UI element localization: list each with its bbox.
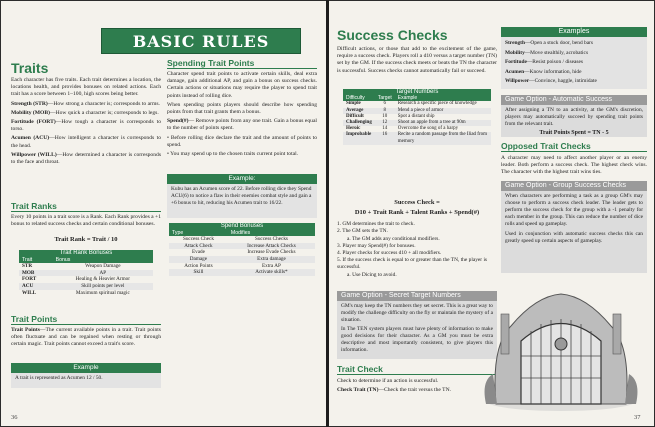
option-box-title: Game Option - Group Success Checks [501, 181, 647, 191]
table-row: Challenging 12 Shoot an apple from a tree at 90m [343, 120, 491, 126]
table-row: Average 8 Mend a piece of armor [343, 108, 491, 114]
column-header: Difficulty [343, 95, 375, 101]
table-row: FORT Healing & Heavier Armor [22, 276, 130, 283]
example-box-title: Example: [167, 174, 317, 184]
table-row: Evade Increase Evade Checks [191, 249, 296, 256]
table-row: Heroic 14 Overcome the song of a harpy [346, 126, 459, 132]
traits-heading: Traits [11, 60, 49, 76]
column-header: Example [395, 95, 491, 101]
option-box-title: Game Option - Secret Target Numbers [337, 291, 497, 301]
trait-ranks-text: Every 10 points in a trait score is a Rank. Each Rank provides a +1 bonus to related success checks and certain conditional bonuses. [11, 214, 161, 228]
example-box-title: Example [11, 363, 161, 373]
option-box-text: When characters are performing a task as a group GM's may choose to perform a success check leader. The leader gets to perform the success check for the group with a -1 penalty for each member in the group. This can reduce the number of dice rolls and speed up gameplay. Used in conjunction with automatic success checks this can greatly speed up certain aspects of gameplay. [501, 191, 647, 273]
option-box-text: GM's may keep the TN numbers they set secret. This is a great way to modify the challenge difficulty on the fly or maintain the mystery of a situation. In The TEN system players must have plenty of information to make good decisions for their character. As a GM you must be extra descriptive and most importantly consistent, to give players this information. [337, 301, 497, 359]
table-title: Spend Bonuses [169, 223, 315, 230]
list-item: 4. Player checks for success d10 + all modifiers. [337, 250, 442, 257]
list-item: 1. GM determines the trait to check. [337, 221, 415, 227]
table-title: Trait Rank Bonuses [19, 250, 153, 257]
left-page [1, 1, 326, 426]
table-row: STR Weapon Damage [22, 263, 121, 270]
trait-points-text: Trait Points—The current available points in a trait. Trait points often fluctuate and can be regained when resting or through certain magic. Trait points cannot exceed a trait's score. [11, 327, 161, 348]
list-item: 5. If the success check is equal to or greater than the TN, the player is successful. [337, 257, 488, 271]
table-row: Action Points Extra AP [184, 262, 281, 269]
right-page [329, 1, 654, 426]
table-row: Improbable 16 Recite a random passage from the Iliad from memory [343, 132, 491, 144]
table-row: ACU Skill points per level [19, 283, 153, 290]
column-header: Target [375, 95, 395, 101]
table-row: MOB AP [19, 270, 153, 277]
list-item: a. Use Dicing to avoid. [347, 271, 397, 278]
column-header: Trait [19, 257, 53, 264]
list-item: Mobility—Move stealthily, acrobatics [505, 49, 589, 56]
table-row: Attack Check Increase Attack Checks [169, 243, 315, 250]
list-item: a. The GM adds any conditional modifiers. [347, 235, 440, 242]
example-box-text: Kubu has an Acumen score of 22. Before rolling dice they Spend ACU(6) to notice a flaw in their enemies combat style and gain a +6 bonus to hit, reducing his Acumen trait to 16/22. [167, 184, 317, 218]
page-number: 36 [11, 414, 18, 421]
page-number: 37 [634, 414, 641, 421]
trait-rank-formula: Trait Rank = Trait / 10 [54, 236, 118, 243]
trait-item: Acumen (ACU)—How intelligent a character is corresponds to the head. [11, 135, 161, 149]
trait-item: Strength (STR)—How strong a character is; corresponds to arms. [11, 100, 160, 107]
list-item: Willpower—Convince, haggle, intimidate [505, 78, 597, 84]
trait-points-heading: Trait Points [11, 314, 161, 325]
spending-section: Character spend trait points to activate certain skills, deal extra damage, gain additional AP, and gain a bonus on success checks. Certain actions or situations may require the player to spend trait points instead of rolling dice. When spending points players should describe how spending points from that trait grants them a bonus. Spend(#)— Remove points from any one trait. Gain a bonus equal to the number of points spent. • Before rolling dice declare the trait and the amount of points to spend. • You may spend up to the chosen traits current point total. [167, 71, 317, 158]
column-header: Type [169, 230, 228, 237]
traits-section [11, 77, 161, 168]
opposed-checks-text: A character may need to affect another player or an enemy leader. Both perform a success check. The highest check wins. The character with the highest trait wins ties. [501, 155, 647, 176]
trait-item: Fortitude (FORT)—How tough a character is corresponds to torso. [11, 119, 161, 133]
examples-box-title: Examples [501, 27, 647, 37]
list-item: Fortitude—Resist poison / diseases [505, 59, 584, 65]
table-row: Skill Activate skills* [169, 269, 315, 276]
spend-bonuses-table [169, 223, 315, 276]
table-row: WILL Maximum spiritual magic [22, 289, 130, 296]
table-row: Difficult 10 Spot a distant ship [346, 113, 435, 119]
trait-item: Willpower (WILL)—How determined a character is corresponds to the face and throat. [11, 151, 162, 166]
traits-intro: Each character has five traits. Each trait determines a location, the locations health, and provides bonuses on related actions. Each trait has a score between 1–100, high scores being better. [11, 77, 161, 98]
gate-illustration [481, 286, 641, 411]
table-row: Simple 6 Research a specific piece of knowledge [346, 101, 477, 107]
trait-check-text: Check to determine if an action is successful. Check Trait (TN)—Check the trait versus the TN. [337, 378, 452, 394]
success-check-steps [337, 221, 497, 279]
example-box-text: A trait is represented as Acumen 12 / 50. [11, 373, 161, 388]
column-header: Bonus [53, 257, 153, 264]
trait-item: Mobility (MOB)—How quick a character is; corresponds to legs. [11, 109, 159, 116]
option-box-text: After assigning a TN to an activity, at the GM's discretion, players may automatically succeed by spending trait points from the relevant trait. Trait Points Spent = TN - 5 [501, 105, 647, 137]
success-checks-text: Difficult actions, or those that add to the excitement of the game, require a success check. Players roll a d10 versus a target number (TN) set by the GM. If the success check meets or beats the TN the character is successful. Success checks cannot automatically fail or succeed. [337, 46, 497, 74]
list-item: Acumen—Know information, hide [505, 68, 582, 75]
table-row: Success Check Success Checks [182, 236, 288, 243]
success-checks-heading: Success Checks [337, 27, 448, 43]
option-box-title: Game Option - Automatic Success [501, 95, 647, 105]
trait-check-heading: Trait Check [337, 364, 497, 375]
examples-box-list [501, 37, 647, 89]
chapter-banner: BASIC RULES [101, 28, 301, 54]
list-item: 3. Player may Spend(#) for bonuses. [337, 242, 416, 249]
target-numbers-table [343, 89, 491, 145]
success-check-formula: D10 + Trait Rank + Talent Ranks + Spend(#) [354, 209, 480, 216]
column-header: Modifies [228, 230, 315, 237]
trait-rank-table [19, 250, 153, 296]
success-check-formula-title: Success Check = [394, 199, 440, 206]
list-item: 2. The GM sets the TN. [337, 228, 388, 235]
table-row: Damage Extra damage [169, 256, 315, 263]
spending-heading: Spending Trait Points [167, 58, 317, 69]
opposed-checks-heading: Opposed Trait Checks [501, 141, 647, 152]
list-item: Strength—Open a stuck door, bend bars [505, 40, 594, 46]
table-title: Target Numbers [343, 89, 491, 95]
trait-ranks-heading: Trait Ranks [11, 201, 161, 212]
